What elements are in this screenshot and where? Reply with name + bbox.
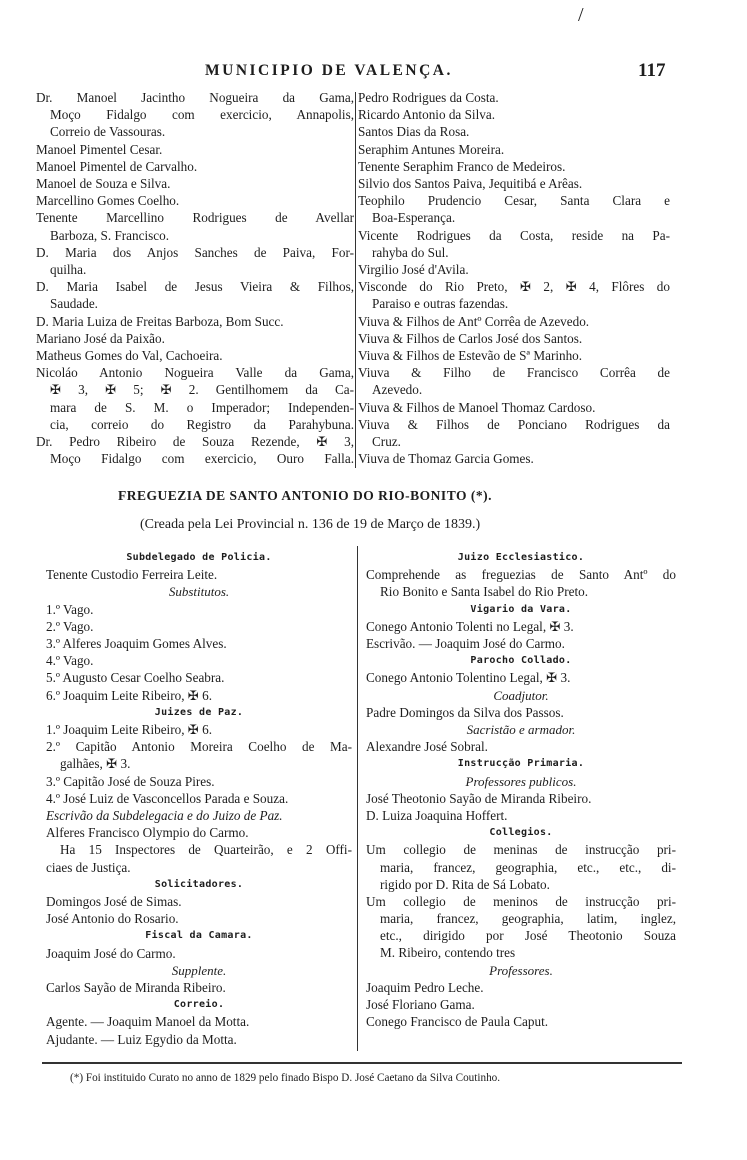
sub-heading: Juizes de Paz. [154, 706, 244, 718]
list-item: Carlos Sayão de Miranda Ribeiro. [46, 979, 226, 995]
list-item: Viuva & Filhos de Carlos José dos Santos. [358, 330, 583, 346]
sub-heading-italic: Substitutos. [168, 584, 230, 600]
list-item: Conego Antonio Tolenti no Legal, ✠ 3. [366, 618, 574, 634]
list-item: Virgilio José d'Avila. [358, 262, 469, 277]
sub-heading-italic: Professores publicos. [465, 773, 577, 789]
list-item: Mariano José da Paixão. [36, 330, 165, 346]
footnote: (*) Foi instituido Curato no anno de 1829 pelo finado Bispo D. José Caetano da Silva Coutinho. [70, 1072, 501, 1084]
list-item: Tenente Marcellino Rodrigues de Avellar [36, 210, 354, 226]
list-item: D. Luiza Joaquina Hoffert. [366, 807, 508, 823]
sub-heading: Instrucção Primaria. [457, 758, 585, 770]
sub-heading: Fiscal da Camara. [145, 930, 253, 942]
church-education-column [366, 549, 676, 1030]
section-title: FREGUEZIA DE SANTO ANTONIO DO RIO-BONITO (*). [118, 488, 492, 503]
list-item: Viuva de Thomaz Garcia Gomes. [358, 451, 534, 467]
list-item: Viuva & Filho de Francisco Corrêa de [358, 365, 670, 381]
list-item: Teophilo Prudencio Cesar, Santa Clara e [358, 193, 670, 209]
list-item: 1.º Vago. [46, 601, 94, 617]
list-item: Alferes Francisco Olympio do Carmo. [46, 825, 249, 841]
list-item: Joaquim Pedro Leche. [366, 979, 484, 995]
list-item: Escrivão da Subdelegacia e do Juizo de Paz. [46, 807, 283, 823]
list-item: Um collegio de meninos de instrucção pri- [366, 893, 676, 909]
list-item: M. Ribeiro, contendo tres [380, 945, 516, 961]
sub-heading-italic: Sacristão e armador. [466, 721, 576, 737]
list-item: Manoel Pimentel Cesar. [36, 141, 163, 157]
sub-heading-italic: Supplente. [171, 962, 227, 978]
list-item: 3.º Alferes Joaquim Gomes Alves. [46, 635, 227, 651]
list-item: maria, francez, geographia, etc., etc., di- [380, 859, 676, 875]
section-subtitle: (Creada pela Lei Provincial n. 136 de 19 de Março de 1839.) [140, 517, 481, 532]
sub-heading-italic: Professores. [489, 962, 553, 978]
sub-heading: Solicitadores. [154, 878, 244, 890]
list-item: mara de S. M. o Imperador; Independen- [50, 399, 354, 415]
list-item: 2.º Capitão Antonio Moreira Coelho de Ma- [46, 739, 352, 755]
civil-officials-column [46, 549, 352, 1048]
list-item: ✠ 3, ✠ 5; ✠ 2. Gentilhomem da Ca- [50, 382, 354, 398]
list-item: Moço Fidalgo com exercicio, Annapolis, [50, 107, 354, 123]
list-item: Moço Fidalgo com exercicio, Ouro Falla. [50, 451, 354, 467]
sub-heading: Correio. [173, 999, 225, 1011]
sub-heading-italic: Coadjutor. [493, 687, 549, 703]
list-item: 1.º Joaquim Leite Ribeiro, ✠ 6. [46, 721, 213, 737]
list-item: Domingos José de Simas. [46, 893, 182, 909]
list-item: 3.º Capitão José de Souza Pires. [46, 773, 215, 789]
list-item: cia, correio do Registro da Parahybuna. [50, 416, 354, 432]
list-item: José Floriano Gama. [366, 997, 475, 1013]
list-item: Viuva & Filhos de Antº Corrêa de Azevedo. [358, 313, 590, 329]
sub-heading: Subdelegado de Policia. [126, 552, 272, 563]
list-item: Rio Bonito e Santa Isabel do Rio Preto. [380, 584, 589, 600]
list-item: Ricardo Antonio da Silva. [358, 107, 495, 123]
list-item: Ajudante. — Luiz Egydio da Motta. [46, 1031, 237, 1047]
list-item: José Theotonio Sayão de Miranda Ribeiro. [366, 790, 592, 806]
list-item: 4.º José Luiz de Vasconcellos Parada e Souza. [46, 790, 289, 806]
list-item: Viuva & Filhos de Estevão de Sª Marinho. [358, 348, 583, 363]
list-item: Viuva & Filhos de Manoel Thomaz Cardoso. [358, 399, 596, 415]
sub-heading: Juizo Ecclesiastico. [457, 552, 585, 563]
list-item: Alexandre José Sobral. [366, 739, 488, 755]
list-item: Conego Antonio Tolentino Legal, ✠ 3. [366, 670, 571, 686]
list-item: 6.º Joaquim Leite Ribeiro, ✠ 6. [46, 687, 213, 703]
list-item: Seraphim Antunes Moreira. [358, 141, 505, 157]
list-item: Saudade. [50, 296, 98, 312]
footnote-rule [42, 1062, 682, 1064]
list-item: Visconde do Rio Preto, ✠ 2, ✠ 4, Flôres do [358, 279, 670, 295]
page-title: MUNICIPIO DE VALENÇA. [205, 62, 453, 79]
list-item: Um collegio de meninas de instrucção pri- [366, 842, 676, 858]
list-item: Dr. Pedro Ribeiro de Souza Rezende, ✠ 3, [36, 433, 354, 449]
list-item: quilha. [50, 261, 87, 277]
list-item: Manoel Pimentel de Carvalho. [36, 158, 198, 174]
list-item: Paraiso e outras fazendas. [372, 296, 509, 312]
list-item: 5.º Augusto Cesar Coelho Seabra. [46, 670, 225, 686]
list-item: Matheus Gomes do Val, Cachoeira. [36, 347, 223, 363]
list-item: D. Maria Luiza de Freitas Barboza, Bom Succ. [36, 313, 284, 329]
list-item: Pedro Rodrigues da Costa. [358, 90, 499, 105]
list-item: Santos Dias da Rosa. [358, 124, 470, 140]
list-item: maria, francez, geographia, latim, inglez, [380, 911, 676, 927]
list-item: Ha 15 Inspectores de Quarteirão, e 2 Offi- [60, 842, 352, 858]
list-item: Viuva & Filhos de Ponciano Rodrigues da [358, 416, 670, 432]
list-item: Agente. — Joaquim Manoel da Motta. [46, 1014, 250, 1030]
list-item: Cruz. [372, 433, 401, 449]
list-item: ciaes de Justiça. [46, 859, 131, 875]
pencil-mark: / [578, 4, 584, 26]
list-item: 2.º Vago. [46, 618, 94, 634]
list-item: Silvio dos Santos Paiva, Jequitibá e Arêas. [358, 176, 583, 192]
list-item: rigido por D. Rita de Sá Lobato. [380, 876, 550, 892]
column-divider-bottom [357, 546, 358, 1051]
list-item: Correio de Vassouras. [50, 124, 166, 140]
list-item: Conego Francisco de Paula Caput. [366, 1014, 549, 1030]
list-item: D. Maria dos Anjos Sanches de Paiva, For- [36, 244, 354, 260]
list-item: Barboza, S. Francisco. [50, 227, 170, 243]
names-column-left [36, 89, 354, 467]
list-item: Nicoláo Antonio Nogueira Valle da Gama, [36, 365, 354, 381]
sub-heading: Collegios. [489, 827, 553, 839]
list-item: Vicente Rodrigues da Costa, reside na Pa- [358, 227, 670, 243]
sub-heading: Vigario da Vara. [470, 603, 572, 615]
sub-heading: Parocho Collado. [470, 655, 572, 667]
list-item: Dr. Manoel Jacintho Nogueira da Gama, [36, 90, 354, 105]
list-item: rahyba do Sul. [372, 244, 449, 260]
list-item: galhães, ✠ 3. [60, 756, 131, 772]
list-item: Manoel de Souza e Silva. [36, 175, 171, 191]
list-item: José Antonio do Rosario. [46, 911, 179, 927]
list-item: 4.º Vago. [46, 653, 94, 669]
list-item: Joaquim José do Carmo. [46, 945, 176, 961]
list-item: Boa-Esperança. [372, 210, 456, 226]
list-item: Azevedo. [372, 382, 423, 398]
list-item: Tenente Seraphim Franco de Medeiros. [358, 158, 566, 174]
list-item: Comprehende as freguezias de Santo Antº do [366, 567, 676, 583]
names-column-right [358, 89, 670, 467]
list-item: Padre Domingos da Silva dos Passos. [366, 704, 564, 720]
column-divider-top [355, 92, 356, 468]
list-item: Escrivão. — Joaquim José do Carmo. [366, 635, 565, 651]
list-item: Marcellino Gomes Coelho. [36, 193, 180, 209]
list-item: etc., dirigido por José Theotonio Souza [380, 928, 676, 944]
page-number: 117 [638, 60, 666, 81]
list-item: Tenente Custodio Ferreira Leite. [46, 567, 218, 583]
list-item: D. Maria Isabel de Jesus Vieira & Filhos, [36, 279, 354, 295]
